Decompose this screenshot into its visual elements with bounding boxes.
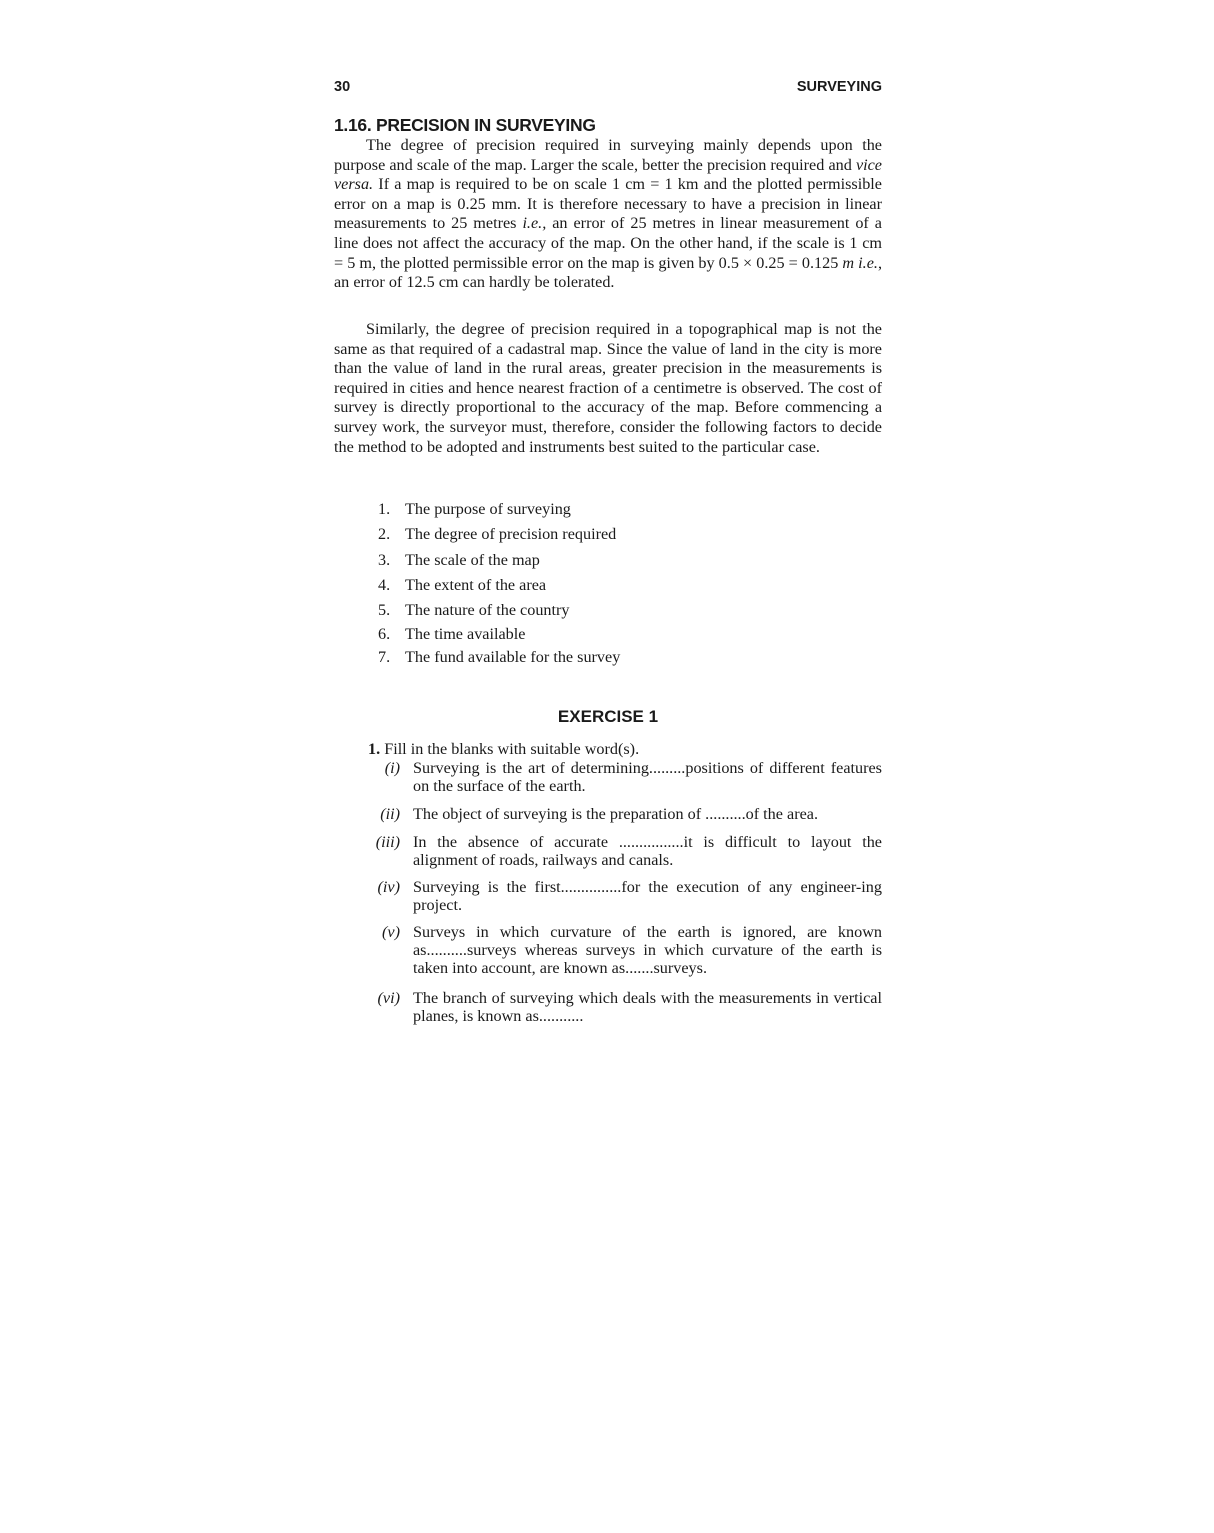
book-page <box>334 0 882 1533</box>
question-number: 1. <box>368 740 381 758</box>
subitem-text: The object of surveying is the preparation of ..........of the area. <box>413 805 818 823</box>
list-item-number: 6. <box>378 625 391 644</box>
list-item-number: 5. <box>378 601 391 620</box>
subitem-roman-numeral: (vi) <box>377 989 400 1007</box>
list-item-text: The fund available for the survey <box>405 648 621 667</box>
page-number: 30 <box>334 79 351 95</box>
para1-text-c: If a map is required to be on scale 1 cm = 1 km and the plotted permissible error on a map is 0.25 mm. It is therefore necessary to have a precision in linear measurements to 25 metres <box>334 175 882 233</box>
question-text: Fill in the blanks with suitable word(s). <box>384 740 640 758</box>
subitem-text: Surveying is the first...............for the execution of any engineer-ing project. <box>413 878 882 915</box>
subitem-text: Surveys in which curvature of the earth is ignored, are known as..........surveys whereas surveys in which curvature of the earth is taken into account, are known as.......surveys. <box>413 923 882 978</box>
list-item-text: The nature of the country <box>405 601 570 620</box>
para1-italic-m-ie: m i.e. <box>842 253 878 272</box>
running-title: SURVEYING <box>796 79 882 95</box>
list-item-number: 1. <box>378 500 391 518</box>
subitem-text: In the absence of accurate ................it is difficult to layout the alignment of roads, railways and canals. <box>413 833 882 870</box>
exercise-heading: EXERCISE 1 <box>557 707 659 726</box>
list-item <box>370 598 870 623</box>
subitem-text: Surveying is the art of determining.........positions of different features on the surface of the earth. <box>413 759 882 796</box>
factor-list <box>370 497 870 671</box>
list-item-text: The scale of the map <box>405 550 540 569</box>
subitem-roman-numeral: (v) <box>382 923 400 941</box>
para1-text-g: , an error of 12.5 cm can hardly be tolerated. <box>334 253 882 292</box>
list-item-number: 4. <box>378 575 391 594</box>
list-item-text: The degree of precision required <box>405 525 617 544</box>
list-item <box>370 623 870 645</box>
list-item-number: 3. <box>378 550 391 569</box>
running-head <box>334 79 882 99</box>
list-item-text: The purpose of surveying <box>405 500 571 518</box>
section-heading: 1.16. PRECISION IN SURVEYING <box>334 115 596 135</box>
para1-text-a: The degree of precision required in surveying mainly depends upon the purpose and scale of the map. Larger the scale, better the precision required and <box>334 136 882 174</box>
list-item <box>370 548 870 573</box>
list-item-number: 7. <box>378 648 391 667</box>
list-item <box>370 522 870 547</box>
para1-text-e: an error of 25 metres in linear measurement of a line does not affect the accuracy of the map. On the other hand, if the scale is 1 cm = 5 m, the plotted permissible error on the map is given by 0.5 × 0.25 = 0.125 <box>334 214 882 272</box>
subitem-text: The branch of surveying which deals with the measurements in vertical planes, is known as........... <box>413 989 882 1026</box>
para1-italic-vice-versa: vice versa. <box>334 155 882 194</box>
list-item-text: The extent of the area <box>405 575 547 594</box>
subitem-roman-numeral: (iii) <box>375 833 400 851</box>
paragraph-topographical-cadastral: Similarly, the degree of precision required in a topographical map is not the same as that required of a cadastral map. Since the value of land in the city is more than the value of land in the rural areas, greater precision in the measurements is required in cities and hence nearest fraction of a centimetre is observed. The cost of survey is directly proportional to the accuracy of the map. Before commencing a survey work, the surveyor must, therefore, consider the following factors to decide the method to be adopted and instruments best suited to the particular case. <box>334 320 882 456</box>
list-item <box>370 497 870 522</box>
subitem-roman-numeral: (ii) <box>380 805 400 823</box>
exercise-question <box>368 740 639 759</box>
list-item-text: The time available <box>405 625 526 644</box>
subitem-roman-numeral: (iv) <box>377 878 400 896</box>
list-item <box>370 573 870 598</box>
subitem-roman-numeral: (i) <box>384 759 400 777</box>
paragraph-precision-scale <box>334 136 882 293</box>
list-item-number: 2. <box>378 525 391 544</box>
list-item <box>370 645 870 670</box>
para1-italic-ie: i.e., <box>522 214 547 233</box>
